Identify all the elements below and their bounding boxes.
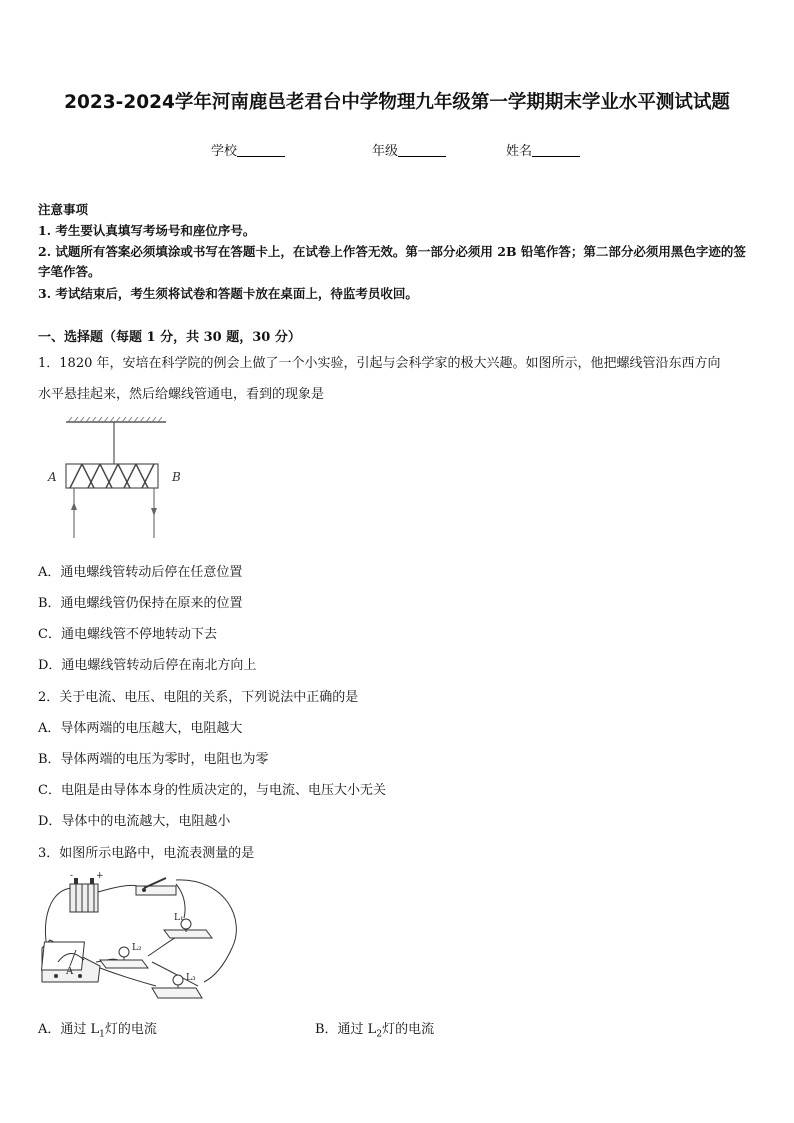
q3-option-b[interactable] bbox=[315, 1018, 434, 1040]
name-field bbox=[506, 140, 580, 159]
section-heading: 一、选择题（每题 1 分，共 30 题，30 分） bbox=[38, 330, 301, 345]
grade-field bbox=[372, 140, 446, 159]
notice-heading: 注意事项 bbox=[38, 202, 89, 217]
school-blank[interactable] bbox=[237, 144, 285, 157]
solenoid-figure bbox=[42, 416, 192, 542]
q3-option-a-prefix: A．通过 L bbox=[38, 1022, 100, 1037]
notice-item-1: 1. 考生要认真填写考场号和座位序号。 bbox=[38, 223, 256, 238]
q2-option-c[interactable]: C．电阻是由导体本身的性质决定的，与电流、电压大小无关 bbox=[38, 783, 386, 798]
q3-stem: 3．如图所示电路中，电流表测量的是 bbox=[38, 846, 255, 861]
q1-option-b[interactable]: B．通电螺线管仍保持在原来的位置 bbox=[38, 596, 243, 611]
bulb-l3-label: L₃ bbox=[186, 973, 196, 983]
q2-option-a[interactable]: A．导体两端的电压越大，电阻越大 bbox=[38, 721, 243, 736]
notice-item-2: 2. 试题所有答案必须填涂或书写在答题卡上，在试卷上作答无效。第一部分必须用 2B 铅笔作答；第二部分必须用黑色字迹的签字笔作答。 bbox=[38, 244, 746, 279]
q1-stem-line1: 1．1820 年，安培在科学院的例会上做了一个小实验，引起与会科学家的极大兴趣。如图所示，他把螺线管沿东西方向 bbox=[38, 356, 721, 371]
q3-option-a-sub: 1 bbox=[99, 1029, 105, 1040]
notice-item-3: 3. 考试结束后，考生须将试卷和答题卡放在桌面上，待监考员收回。 bbox=[38, 286, 418, 301]
bulb-l1-icon bbox=[164, 919, 212, 938]
circuit-figure bbox=[36, 870, 246, 1006]
q1-option-d[interactable]: D．通电螺线管转动后停在南北方向上 bbox=[38, 658, 257, 673]
school-field bbox=[211, 140, 285, 159]
exam-title: 2023-2024学年河南鹿邑老君台中学物理九年级第一学期期末学业水平测试试题 bbox=[64, 92, 730, 113]
q3-option-a[interactable] bbox=[38, 1018, 157, 1040]
q1-option-a[interactable]: A．通电螺线管转动后停在任意位置 bbox=[38, 565, 243, 580]
battery-minus-label: - bbox=[70, 871, 74, 881]
bulb-l1-label: L₁ bbox=[174, 913, 184, 923]
grade-blank[interactable] bbox=[398, 144, 446, 157]
q3-option-b-prefix: B．通过 L bbox=[315, 1022, 377, 1037]
q2-option-d[interactable]: D．导体中的电流越大，电阻越小 bbox=[38, 814, 231, 829]
bulb-l2-label: L₂ bbox=[132, 943, 142, 953]
grade-label: 年级 bbox=[372, 144, 399, 159]
q1-stem-line2: 水平悬挂起来，然后给螺线管通电，看到的现象是 bbox=[38, 387, 325, 402]
ammeter-label: A bbox=[66, 966, 74, 977]
solenoid-label-b: B bbox=[172, 470, 181, 484]
school-label: 学校 bbox=[211, 144, 238, 159]
q2-option-b[interactable]: B．导体两端的电压为零时，电阻也为零 bbox=[38, 752, 269, 767]
q2-stem: 2．关于电流、电压、电阻的关系，下列说法中正确的是 bbox=[38, 690, 359, 705]
q1-option-c[interactable]: C．通电螺线管不停地转动下去 bbox=[38, 627, 217, 642]
name-blank[interactable] bbox=[532, 144, 580, 157]
battery-plus-label: + bbox=[96, 871, 104, 881]
q3-option-b-suffix: 灯的电流 bbox=[382, 1022, 435, 1037]
q3-option-a-suffix: 灯的电流 bbox=[104, 1022, 157, 1037]
q3-option-b-sub: 2 bbox=[376, 1029, 383, 1040]
name-label: 姓名 bbox=[506, 144, 533, 159]
battery-icon bbox=[70, 878, 98, 912]
solenoid-label-a: A bbox=[48, 470, 57, 484]
switch-icon bbox=[136, 878, 176, 895]
